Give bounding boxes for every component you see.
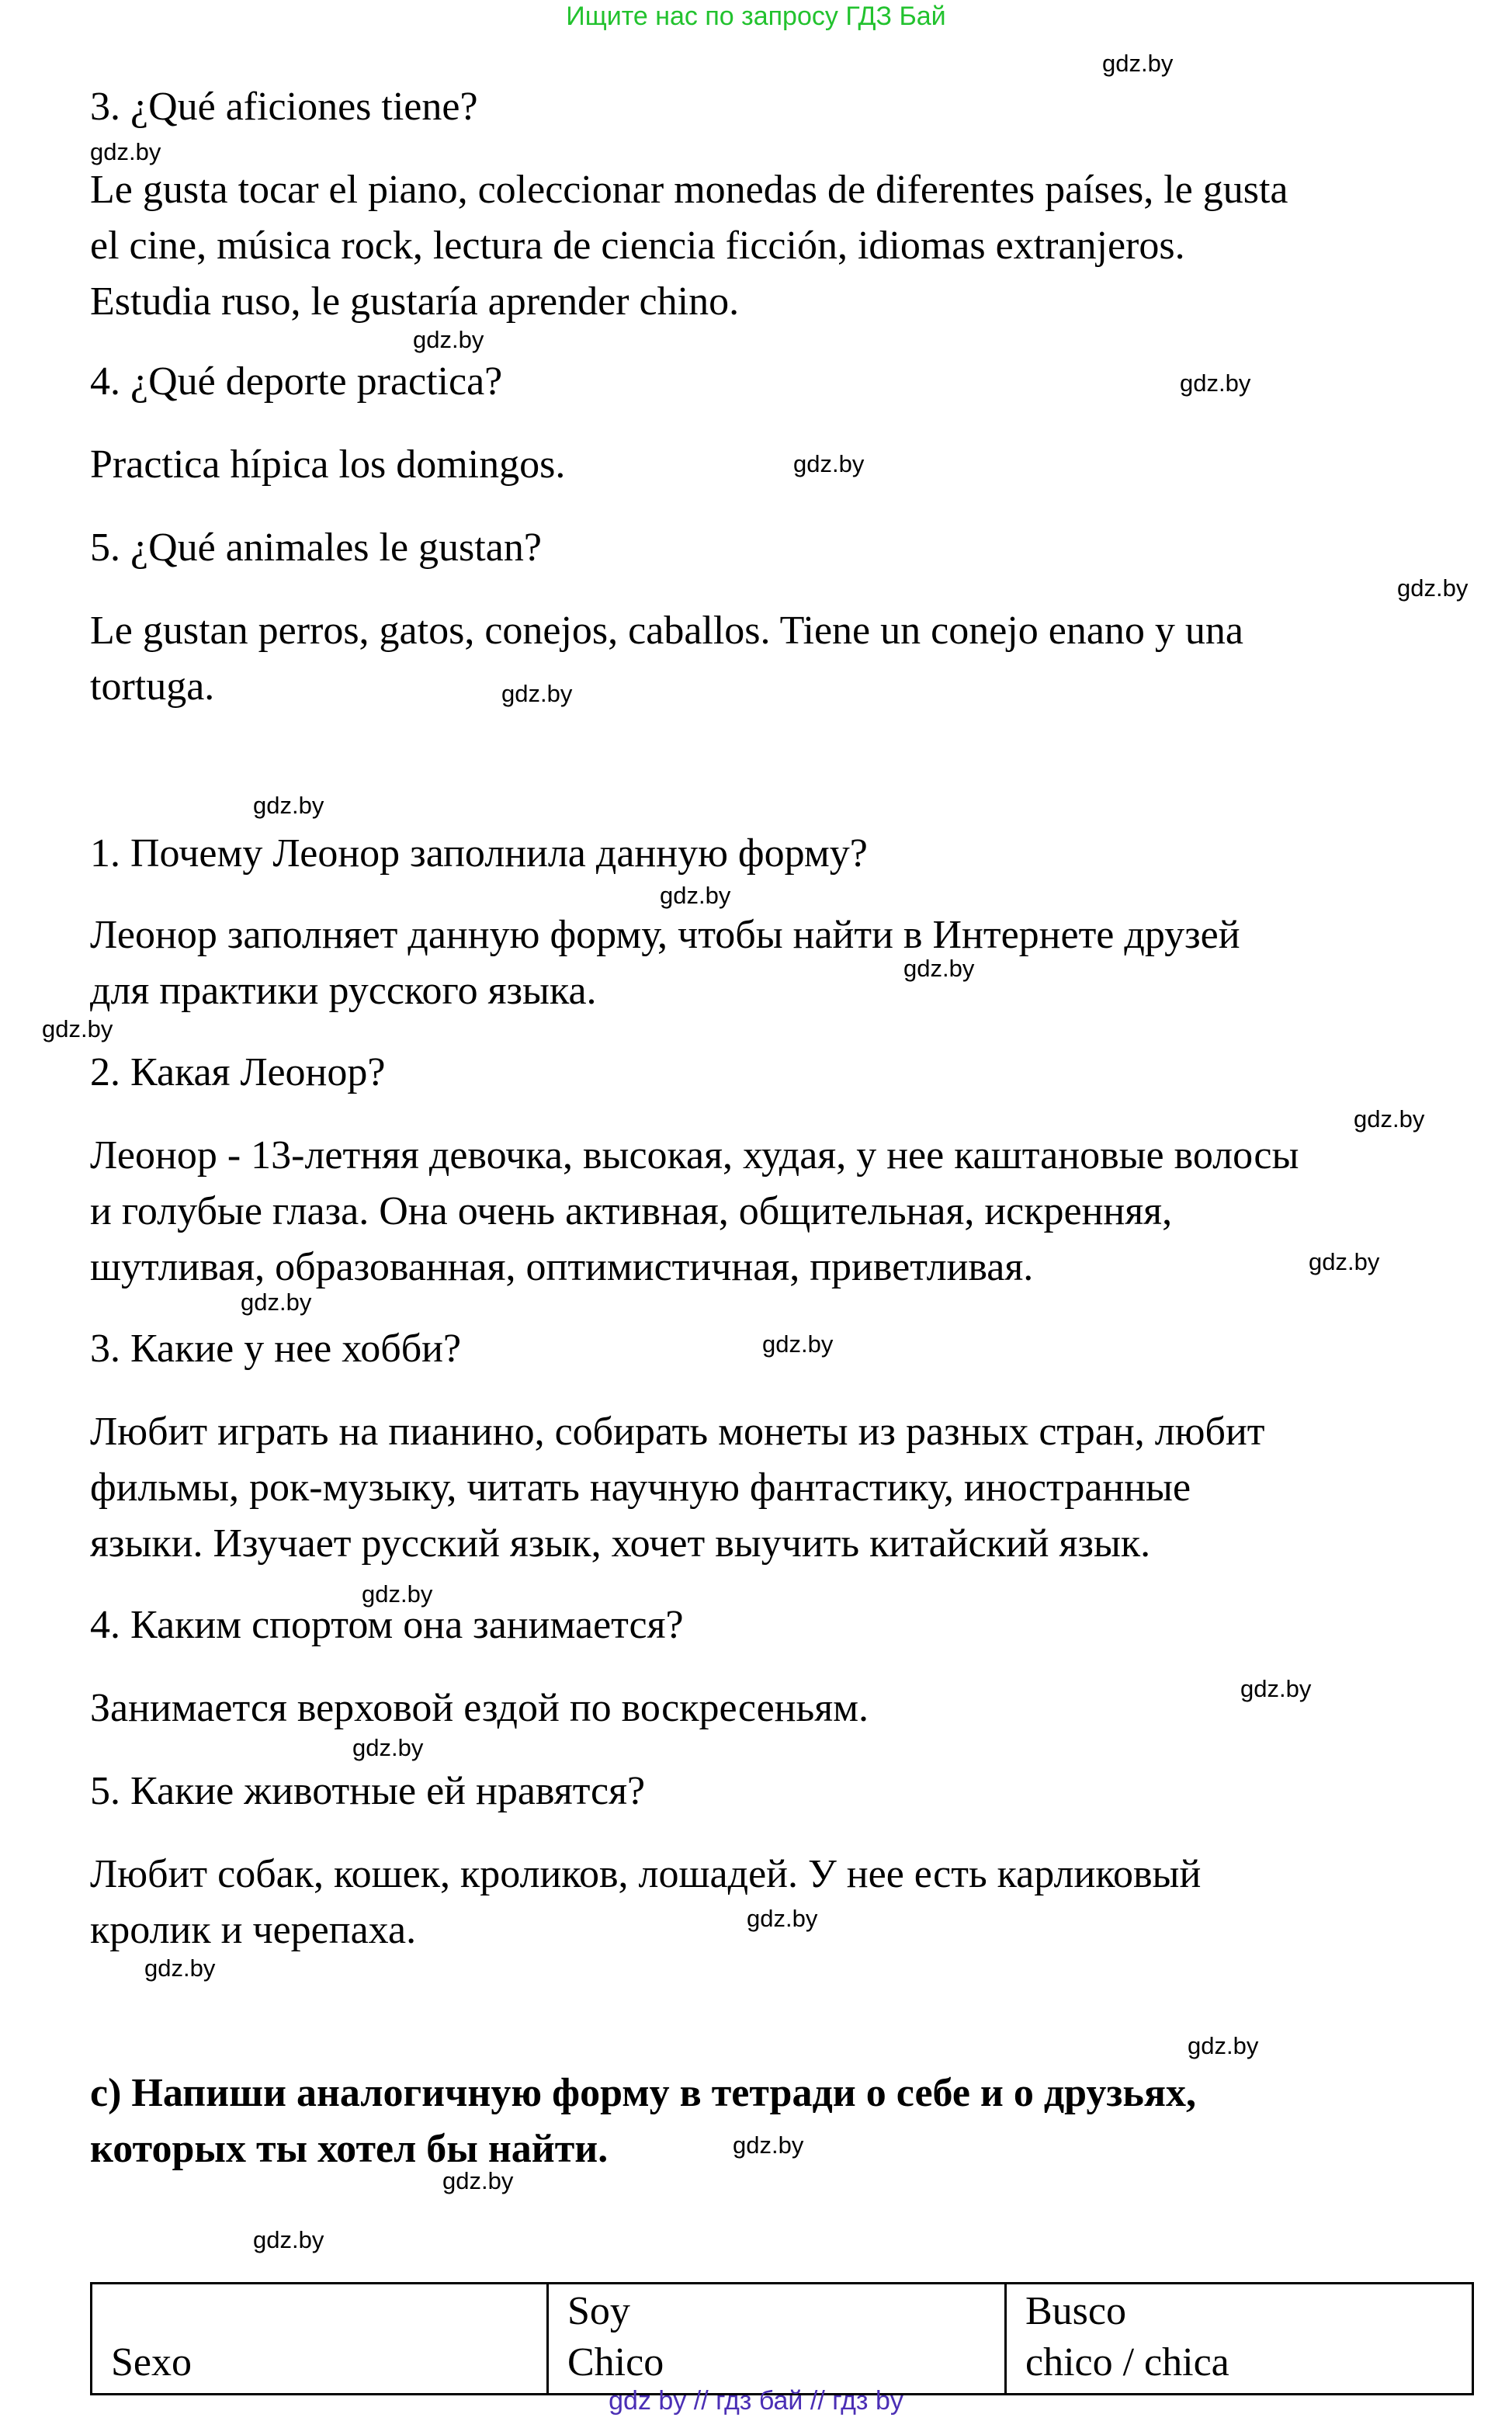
watermark: gdz.by <box>762 1330 834 1358</box>
es-answer-5-line-1: Le gustan perros, gatos, conejos, caballos. Tiene un conejo enano y una <box>90 609 1243 653</box>
sexo-cell <box>92 2284 548 2395</box>
watermark: gdz.by <box>1240 1675 1312 1702</box>
es-answer-4: Practica hípica los domingos. <box>90 442 566 487</box>
sexo-label: Sexo <box>111 2340 192 2385</box>
ru-answer-3-line-3: языки. Изучает русский язык, хочет выучить китайский язык. <box>90 1521 1151 1566</box>
watermark: gdz.by <box>660 882 731 909</box>
busco-label: Busco <box>1025 2289 1126 2333</box>
ru-answer-2-line-2: и голубые глаза. Она очень активная, общительная, искренняя, <box>90 1189 1173 1233</box>
busco-cell <box>1006 2284 1473 2395</box>
ru-answer-3-line-1: Любит играть на пианино, собирать монеты из разных стран, любит <box>90 1410 1265 1454</box>
watermark: gdz.by <box>747 1905 818 1932</box>
watermark: gdz.by <box>362 1580 433 1608</box>
watermark: gdz.by <box>501 680 573 707</box>
task-c-line-2: которых ты хотел бы найти. <box>90 2127 609 2171</box>
ru-answer-5-line-1: Любит собак, кошек, кроликов, лошадей. У нее есть карликовый <box>90 1852 1202 1896</box>
watermark: gdz.by <box>903 955 975 982</box>
watermark: gdz.by <box>442 2167 514 2194</box>
ru-answer-1-line-2: для практики русского языка. <box>90 969 597 1013</box>
watermark: gdz.by <box>1309 1248 1380 1275</box>
form-table <box>90 2282 1474 2395</box>
top-banner[interactable]: Ищите нас по запросу ГДЗ Бай <box>566 2 946 31</box>
es-question-3: 3. ¿Qué aficiones tiene? <box>90 85 478 129</box>
ru-answer-1-line-1: Леонор заполняет данную форму, чтобы найти в Интернете друзей <box>90 913 1240 957</box>
es-answer-3-line-2: el cine, música rock, lectura de ciencia ficción, idiomas extranjeros. <box>90 224 1185 268</box>
ru-answer-2-line-1: Леонор - 13-летняя девочка, высокая, худая, у нее каштановые волосы <box>90 1133 1299 1178</box>
watermark: gdz.by <box>144 1954 216 1982</box>
es-question-4: 4. ¿Qué deporte practica? <box>90 359 503 404</box>
watermark: gdz.by <box>413 326 484 353</box>
ru-question-3: 3. Какие у нее хобби? <box>90 1327 462 1371</box>
soy-label: Soy <box>567 2289 630 2333</box>
ru-answer-5-line-2: кролик и черепаха. <box>90 1908 417 1952</box>
watermark: gdz.by <box>241 1289 312 1316</box>
watermark: gdz.by <box>42 1015 113 1042</box>
watermark: gdz.by <box>1180 369 1251 397</box>
watermark: gdz.by <box>1354 1105 1425 1132</box>
busco-value: chico / chica <box>1025 2340 1229 2385</box>
table-row <box>92 2284 1473 2395</box>
ru-question-2: 2. Какая Леонор? <box>90 1050 386 1094</box>
bottom-banner[interactable]: gdz by // гдз бай // гдз by <box>609 2386 903 2416</box>
watermark: gdz.by <box>1188 2032 1259 2059</box>
watermark: gdz.by <box>733 2131 804 2159</box>
es-answer-5-line-2: tortuga. <box>90 664 215 709</box>
es-answer-3-line-3: Estudia ruso, le gustaría aprender chino. <box>90 279 740 324</box>
soy-value: Chico <box>567 2340 664 2385</box>
watermark: gdz.by <box>793 450 865 477</box>
task-c-line-1: c) Напиши аналогичную форму в тетради о себе и о друзьях, <box>90 2071 1196 2115</box>
ru-question-5: 5. Какие животные ей нравятся? <box>90 1769 646 1813</box>
watermark: gdz.by <box>352 1734 424 1761</box>
watermark: gdz.by <box>253 2226 324 2253</box>
watermark: gdz.by <box>1397 574 1469 602</box>
watermark: gdz.by <box>1102 50 1174 77</box>
ru-question-4: 4. Каким спортом она занимается? <box>90 1603 684 1647</box>
watermark: gdz.by <box>90 138 161 165</box>
soy-cell <box>548 2284 1006 2395</box>
ru-answer-3-line-2: фильмы, рок-музыку, читать научную фантастику, иностранные <box>90 1465 1191 1510</box>
ru-answer-4: Занимается верховой ездой по воскресеньям. <box>90 1686 869 1730</box>
watermark: gdz.by <box>253 792 324 819</box>
ru-question-1: 1. Почему Леонор заполнила данную форму? <box>90 831 868 876</box>
es-question-5: 5. ¿Qué animales le gustan? <box>90 525 542 570</box>
ru-answer-2-line-3: шутливая, образованная, оптимистичная, приветливая. <box>90 1245 1034 1289</box>
es-answer-3-line-1: Le gusta tocar el piano, coleccionar monedas de diferentes países, le gusta <box>90 168 1288 212</box>
